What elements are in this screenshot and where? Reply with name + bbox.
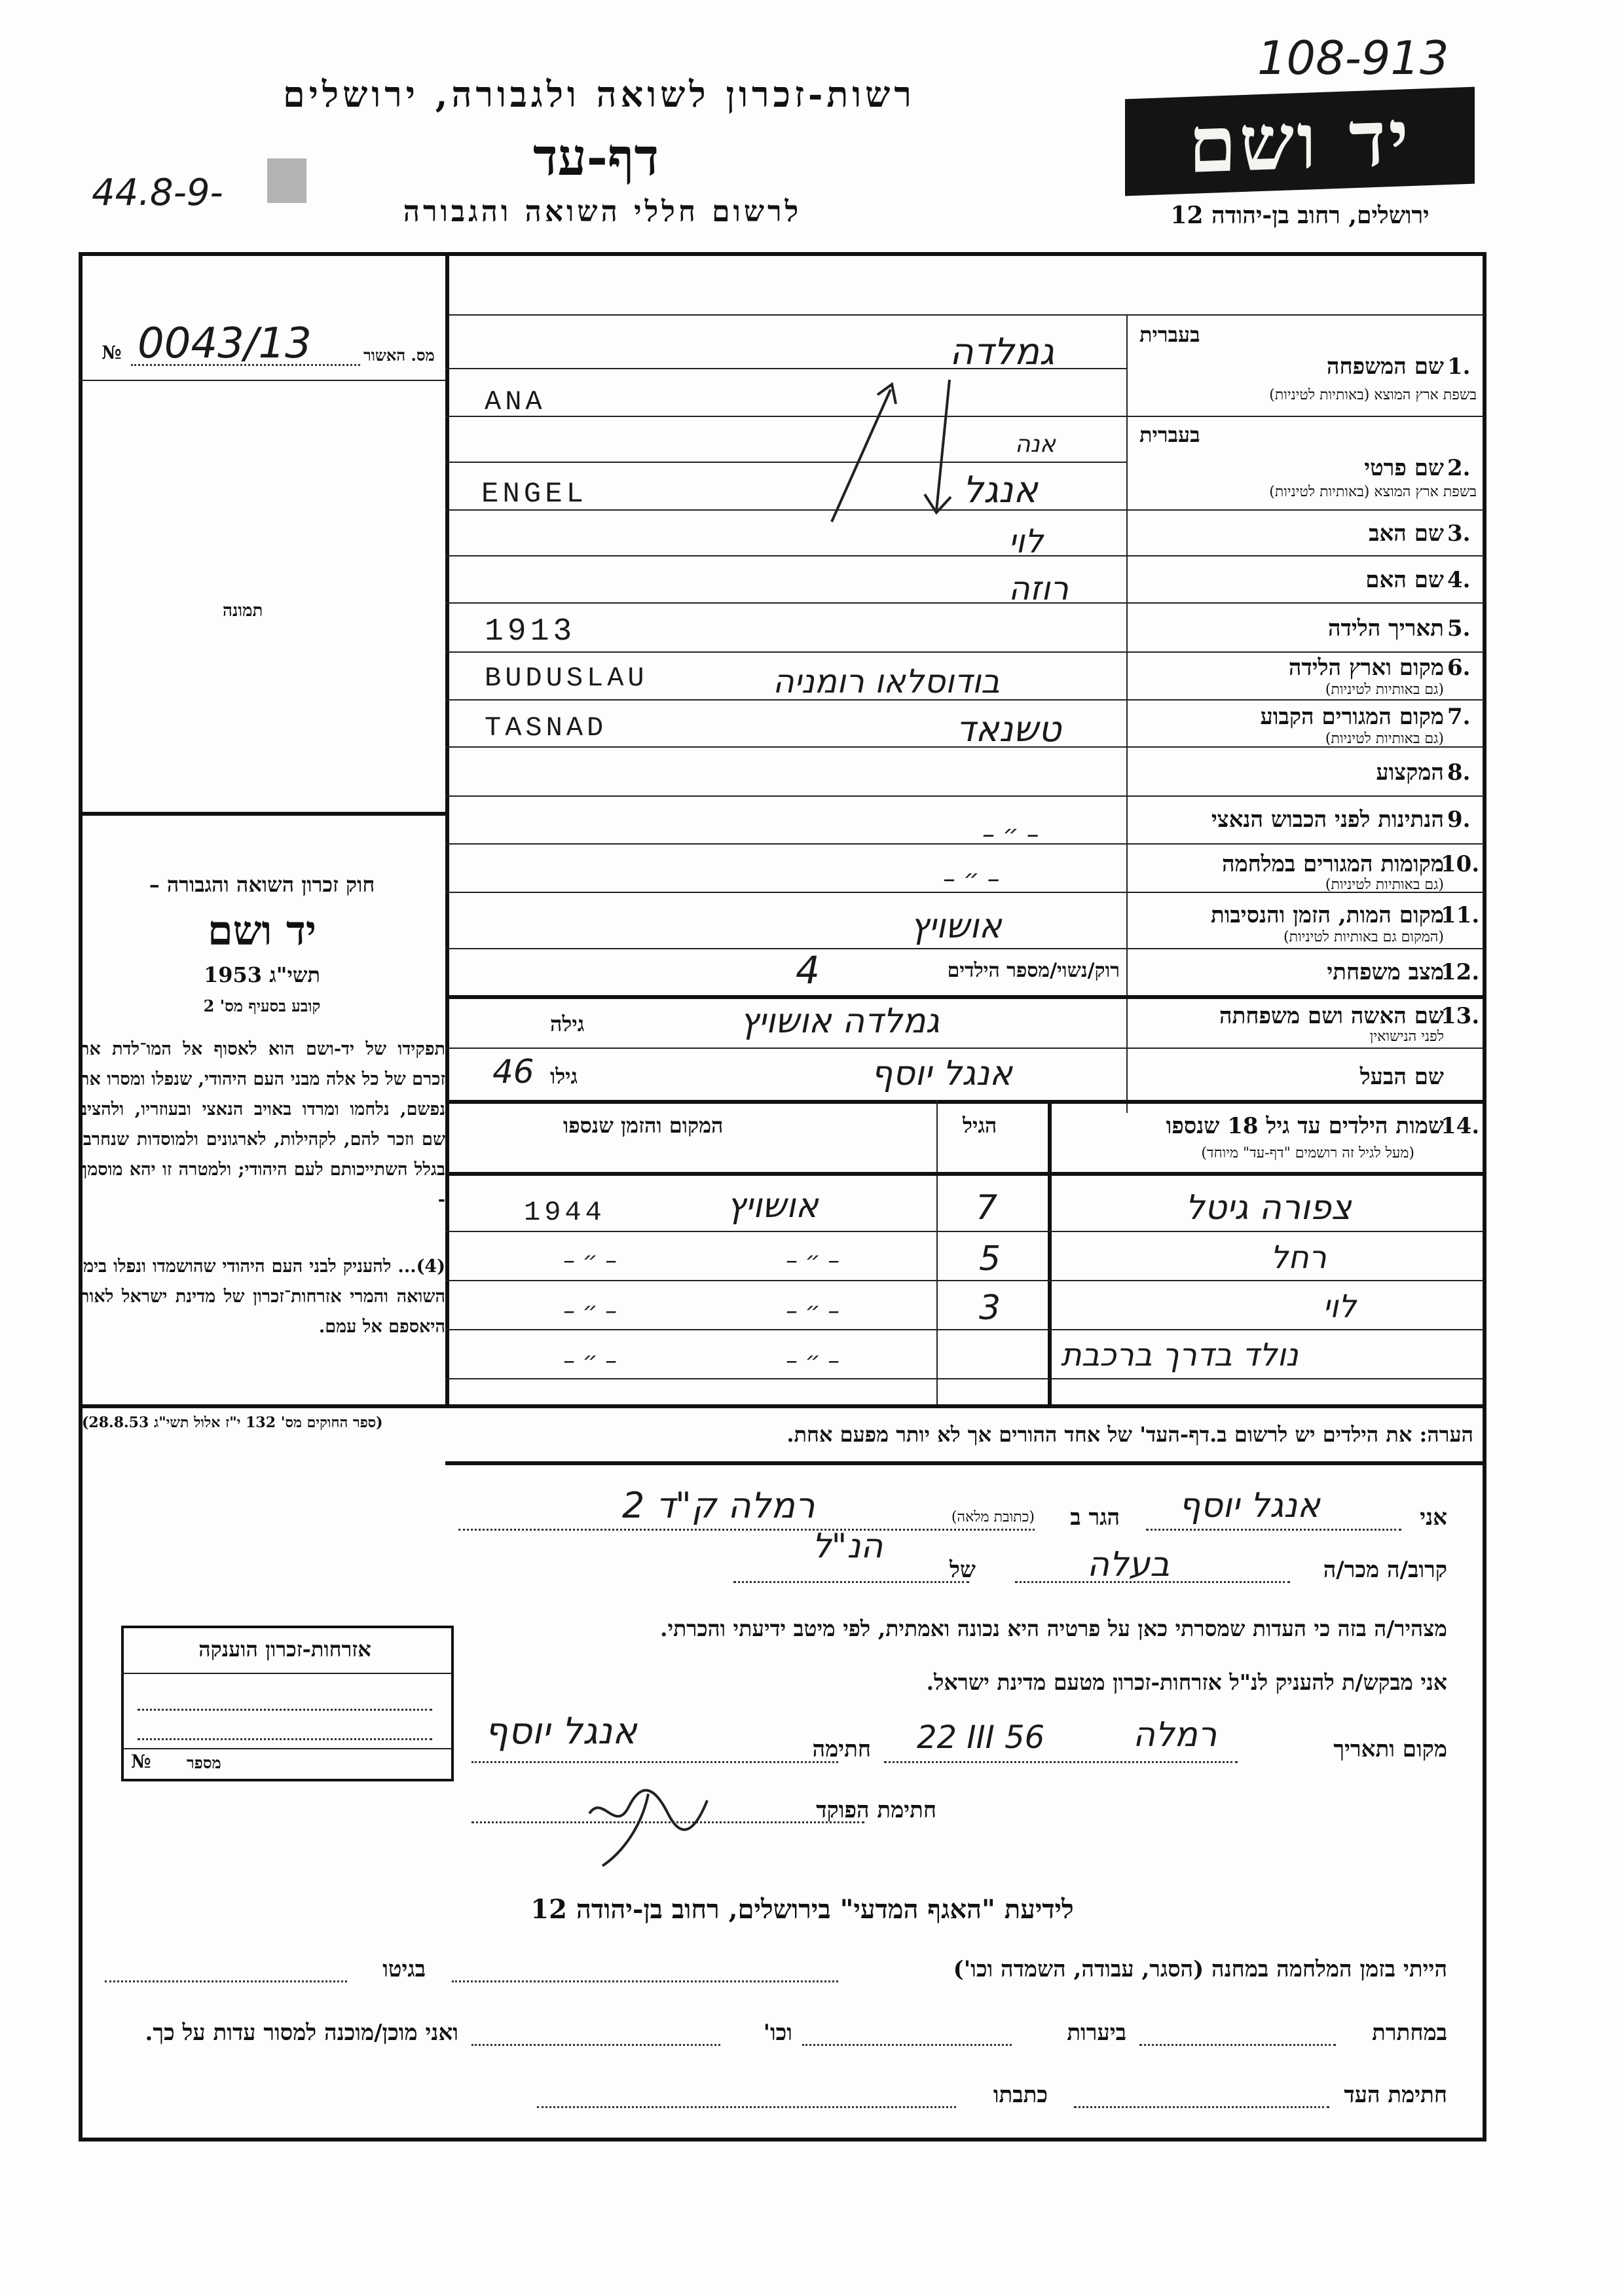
photo-box-bottom bbox=[79, 812, 445, 816]
top-band-line bbox=[445, 314, 1484, 316]
address-dots bbox=[458, 1529, 1035, 1531]
page-title: דף-עד bbox=[533, 128, 659, 187]
science-line3-a: חתימת העד bbox=[1344, 2082, 1447, 2108]
children-number: 14. bbox=[1441, 1113, 1480, 1139]
husband-label: שם הבעל bbox=[1359, 1064, 1444, 1090]
field-3-number: 3. bbox=[1447, 520, 1471, 547]
field-10-number: 10. bbox=[1441, 851, 1480, 877]
note-bottom-line bbox=[445, 1461, 1484, 1465]
field-2-sub: בשפת ארץ המוצא (באותיות לטיניות) bbox=[1269, 484, 1477, 500]
field-12-number: 12. bbox=[1441, 959, 1480, 985]
children-bottom-line bbox=[79, 1404, 1486, 1408]
field-9-label: הנתינות לפני הכבוש הנאצי bbox=[1211, 807, 1444, 833]
confirmation-box-line bbox=[79, 380, 445, 381]
science-line2-d: ואני מוכן/מוכנה למסור עדות על כך. bbox=[145, 2020, 458, 2046]
field-12-children-count: 4 bbox=[796, 948, 820, 993]
confirmation-number-mark: № bbox=[101, 342, 122, 363]
field-12-options: רוק/נשוי/מספר הילדים bbox=[947, 959, 1120, 982]
field-6-value-hebrew: בודוסלאו רומניה bbox=[773, 663, 1000, 701]
frame-bottom bbox=[79, 2138, 1486, 2141]
husband-age: 46 bbox=[492, 1053, 534, 1091]
place-date-label: מקום ותאריך bbox=[1333, 1736, 1447, 1762]
address-value: רמלה ק"ד 2 bbox=[622, 1485, 815, 1526]
row-line bbox=[445, 462, 1126, 463]
child-4-year: – ״ – bbox=[563, 1347, 618, 1374]
field-12-label: מצב משפחתי bbox=[1327, 959, 1444, 985]
field-5-number: 5. bbox=[1447, 615, 1471, 642]
children-title: שמות הילדים עד גיל 18 שנספו bbox=[1166, 1113, 1444, 1139]
row-line bbox=[445, 651, 1484, 653]
field-11-number: 11. bbox=[1441, 902, 1480, 928]
child-3-year: – ״ – bbox=[563, 1298, 618, 1324]
field-3-label: שם האב bbox=[1369, 520, 1444, 547]
field-11-value: אושויץ bbox=[910, 907, 1002, 946]
confirmation-label: מס. האשור bbox=[363, 346, 435, 365]
frame-right bbox=[1483, 252, 1486, 2140]
children-row-line bbox=[445, 1280, 1484, 1281]
signature-label: חתימה bbox=[812, 1736, 871, 1762]
of-dots bbox=[733, 1581, 969, 1583]
resides-label: הגר ב bbox=[1070, 1504, 1120, 1531]
children-col-divider-1 bbox=[1048, 1100, 1052, 1404]
field-2-in-hebrew: בעברית bbox=[1139, 422, 1200, 447]
field-1-value-latin: ANA bbox=[485, 386, 546, 418]
children-col-divider-2 bbox=[936, 1100, 938, 1404]
child-3-place: – ״ – bbox=[786, 1298, 840, 1324]
row-line bbox=[445, 1100, 1484, 1104]
field-3-value: לוי bbox=[1008, 522, 1044, 560]
statement: מצהיר/ה בזה כי העדות שמסרתי כאן על פרטיה היא נכונה ואמתית, לפי מיטב ידיעתי והכרתי. bbox=[660, 1616, 1447, 1641]
field-5-value: 1913 bbox=[485, 614, 576, 649]
science-line1-dots-2 bbox=[105, 1980, 347, 1982]
field-6-label: מקום וארץ הלידה bbox=[1288, 655, 1444, 681]
field-6-number: 6. bbox=[1447, 655, 1471, 681]
row-line bbox=[445, 555, 1484, 556]
citizenship-box-title: אזרחות-זכרון הוענקה bbox=[198, 1637, 371, 1662]
children-col-age: הגיל bbox=[963, 1113, 997, 1138]
field-2-value-latin: ENGEL bbox=[481, 478, 588, 511]
field-1-number: 1. bbox=[1447, 354, 1471, 380]
science-line2-a: במחתרת bbox=[1372, 2020, 1447, 2046]
confirmation-dots bbox=[131, 364, 360, 366]
child-4-name: נולד בדרך ברכבת bbox=[1061, 1337, 1299, 1374]
child-1-year: 1944 bbox=[524, 1197, 606, 1228]
field-2-value-hebrew: אנגל bbox=[963, 469, 1038, 511]
citizenship-box-line bbox=[121, 1673, 451, 1674]
field-13-label: שם האשה ושם משפחתה bbox=[1219, 1003, 1444, 1029]
field-2-value-hebrew-alt: אנה bbox=[1015, 431, 1056, 458]
field-10-label: מקומות המגורים במלחמה bbox=[1221, 851, 1444, 877]
field-6-value-latin: BUDUSLAU bbox=[485, 663, 648, 694]
science-line2-dots-1 bbox=[1139, 2044, 1336, 2046]
archive-number: 108-913 bbox=[1257, 31, 1449, 85]
field-6-sub: (גם באותיות לטיניות) bbox=[1325, 682, 1444, 698]
declarant-dots bbox=[1146, 1529, 1401, 1531]
row-line bbox=[445, 602, 1484, 604]
children-col-place: המקום והזמן שנספו bbox=[563, 1113, 724, 1138]
law-title: חוק זכרון השואה והגבורה – bbox=[149, 872, 375, 897]
officer-label: חתימת הפוקד bbox=[816, 1797, 936, 1823]
law-paragraph-1: תפקידו של יד-ושם הוא לאסוף אל המו־לדת את זכרם של כל אלה מבני העם היהודי, שנפלו ומסרו את נפשם, נלחמו ומרדו באויב הנאצי ובעוזריו, ולהציב שם וזכר להם, לקהילות, לארגונים ולמוסדות שנחרבו בגלל השתייכותם לעם היהודי; ולמטרה זו יהא מוסמך - bbox=[79, 1039, 445, 1210]
child-3-name: לוי bbox=[1323, 1288, 1357, 1325]
field-10-sub: (גם באותיות לטיניות) bbox=[1325, 877, 1444, 893]
field-7-value-hebrew: טשנאד bbox=[956, 708, 1061, 750]
law-citation: (ספר החוקים מס' 132 י"ז אלול תשי"ג 28.8.53) bbox=[82, 1414, 383, 1431]
field-9-number: 9. bbox=[1447, 807, 1471, 833]
child-2-age: 5 bbox=[979, 1239, 1001, 1279]
law-clause: קובע בסעיף מס' 2 bbox=[203, 996, 321, 1015]
relative-label: קרוב/ה מכר/ה bbox=[1323, 1557, 1447, 1583]
child-1-name: צפורה גיטל bbox=[1185, 1188, 1352, 1228]
child-1-place: אושויץ bbox=[727, 1186, 819, 1226]
children-row-line bbox=[445, 1329, 1484, 1330]
photo-label: תמונה bbox=[223, 601, 263, 621]
field-2-label: שם פרטי bbox=[1364, 455, 1444, 481]
page-subtitle: לרשום חללי השואה והגבורה bbox=[403, 195, 802, 228]
place-value: רמלה bbox=[1133, 1715, 1217, 1755]
law-year: תשי"ג 1953 bbox=[204, 962, 320, 987]
citizenship-box-dots-1 bbox=[138, 1709, 432, 1711]
child-2-place: – ״ – bbox=[786, 1247, 840, 1274]
frame-top bbox=[79, 252, 1486, 256]
science-line3-b: כתבתו bbox=[993, 2082, 1048, 2108]
field-4-label: שם האם bbox=[1365, 567, 1444, 593]
field-5-label: תאריך הלידה bbox=[1327, 615, 1444, 642]
field-8-label: המקצוע bbox=[1376, 759, 1444, 786]
children-row-line bbox=[445, 1231, 1484, 1232]
science-line1-b: בגיטו bbox=[382, 1956, 426, 1982]
of-label: של bbox=[950, 1557, 976, 1583]
institution-name: רשות-זכרון לשואה ולגבורה, ירושלים bbox=[283, 73, 915, 115]
science-line2-dots-2 bbox=[802, 2044, 1012, 2046]
child-1-age: 7 bbox=[976, 1188, 998, 1228]
children-row-line bbox=[445, 1378, 1484, 1379]
science-line2-dots-3 bbox=[471, 2044, 720, 2046]
date-value: 22 III 56 bbox=[917, 1719, 1045, 1756]
science-line3-dots-2 bbox=[537, 2106, 956, 2108]
address-hint: (כתובת מלאה) bbox=[951, 1509, 1035, 1525]
request: אני מבקש/ת להעניק לנ"ל אזרחות-זכרון מטעם מדינת ישראל. bbox=[926, 1669, 1447, 1695]
stamp-number: 44.8-9- bbox=[92, 172, 223, 214]
field-7-value-latin: TASNAD bbox=[485, 712, 608, 744]
row-line bbox=[445, 948, 1484, 949]
children-header-line bbox=[445, 1172, 1484, 1176]
confirmation-value: 0043/13 bbox=[138, 319, 312, 368]
of-value: הנ"ל bbox=[812, 1527, 883, 1566]
science-line1-a: הייתי בזמן המלחמה במחנה (הסגר, עבודה, השמדה וכו') bbox=[953, 1956, 1447, 1982]
place-date-dots bbox=[884, 1761, 1238, 1763]
children-sub: (מעל לגיל זה רושמים "דף-עד" מיוחד) bbox=[1201, 1145, 1414, 1161]
field-7-sub: (גם באותיות לטיניות) bbox=[1325, 731, 1444, 747]
law-name: יד ושם bbox=[207, 907, 317, 955]
field-4-value: רוזה bbox=[1008, 570, 1069, 608]
child-3-age: 3 bbox=[979, 1288, 1001, 1328]
field-11-sub: (המקום גם באותיות לטיניות) bbox=[1283, 929, 1444, 945]
label-column-divider bbox=[1126, 314, 1128, 1113]
husband-value: אנגל יוסף bbox=[871, 1054, 1012, 1093]
law-paragraph-2: (4)... להעניק לבני העם היהודי שהושמדו ונפלו בימי השואה והמרי אזרחות־זכרון של מדינת ישראל לאות היאספם אל עמם. bbox=[79, 1256, 445, 1337]
child-4-place: – ״ – bbox=[786, 1347, 840, 1374]
row-line bbox=[445, 795, 1484, 797]
stamp-mark bbox=[267, 158, 306, 203]
field-7-number: 7. bbox=[1447, 704, 1471, 730]
field-13-sub: לפני הנישואין bbox=[1369, 1029, 1444, 1045]
science-line1-dots-1 bbox=[452, 1980, 838, 1982]
science-line2-b: ביערות bbox=[1067, 2020, 1126, 2046]
field-2-number: 2. bbox=[1447, 455, 1471, 481]
children-note: הערה: את הילדים יש לרשום ב.דף-העד' של אחד ההורים אך לא יותר מפעם אחת. bbox=[786, 1422, 1473, 1447]
science-line2-c: וכו' bbox=[763, 2020, 792, 2046]
child-2-name: רחל bbox=[1270, 1239, 1327, 1276]
field-10-value: – ״ – bbox=[943, 864, 1000, 893]
citizenship-number-mark: № bbox=[131, 1751, 151, 1772]
correction-arrows bbox=[812, 370, 982, 527]
field-9-value: – ״ – bbox=[982, 820, 1039, 848]
relative-value: בעלה bbox=[1087, 1545, 1170, 1584]
address-line: ירושלים, רחוב בן-יהודה 12 bbox=[1170, 202, 1430, 229]
child-2-year: – ״ – bbox=[563, 1247, 618, 1274]
field-4-number: 4. bbox=[1447, 567, 1471, 593]
officer-signature bbox=[576, 1755, 720, 1879]
field-1-sub: בשפת ארץ המוצא (באותיות לטיניות) bbox=[1269, 387, 1477, 403]
field-8-number: 8. bbox=[1447, 759, 1471, 786]
field-1-value-hebrew: גמלדה bbox=[950, 331, 1055, 373]
science-title: לידיעת "האגף המדעי" בירושלים, רחוב בן-יהודה 12 bbox=[530, 1894, 1074, 1925]
field-13-number: 13. bbox=[1441, 1003, 1480, 1029]
row-line bbox=[445, 843, 1484, 845]
row-line bbox=[445, 995, 1484, 999]
citizenship-box-line-2 bbox=[121, 1748, 451, 1749]
citizenship-number-label: מספר bbox=[187, 1753, 221, 1772]
declarant-label: אני bbox=[1420, 1504, 1447, 1531]
declarant-name: אנגל יוסף bbox=[1179, 1486, 1320, 1525]
field-1-in-hebrew: בעברית bbox=[1139, 322, 1200, 347]
row-line bbox=[445, 1048, 1484, 1049]
science-line3-dots-1 bbox=[1074, 2106, 1329, 2108]
citizenship-box-dots-2 bbox=[138, 1738, 432, 1740]
husband-age-label: גילו bbox=[550, 1064, 578, 1089]
signature-value: אנגל יוסף bbox=[485, 1710, 637, 1753]
field-11-label: מקום המות, הזמן והנסיבות bbox=[1210, 902, 1444, 928]
yad-vashem-logo: יד ושם bbox=[1125, 87, 1475, 196]
field-13-age-label: גילה bbox=[550, 1011, 585, 1036]
field-1-label: שם המשפחה bbox=[1326, 354, 1444, 380]
field-7-label: מקום המגורים הקבוע bbox=[1260, 704, 1444, 730]
field-13-value: גמלדה אושויץ bbox=[740, 1002, 940, 1041]
